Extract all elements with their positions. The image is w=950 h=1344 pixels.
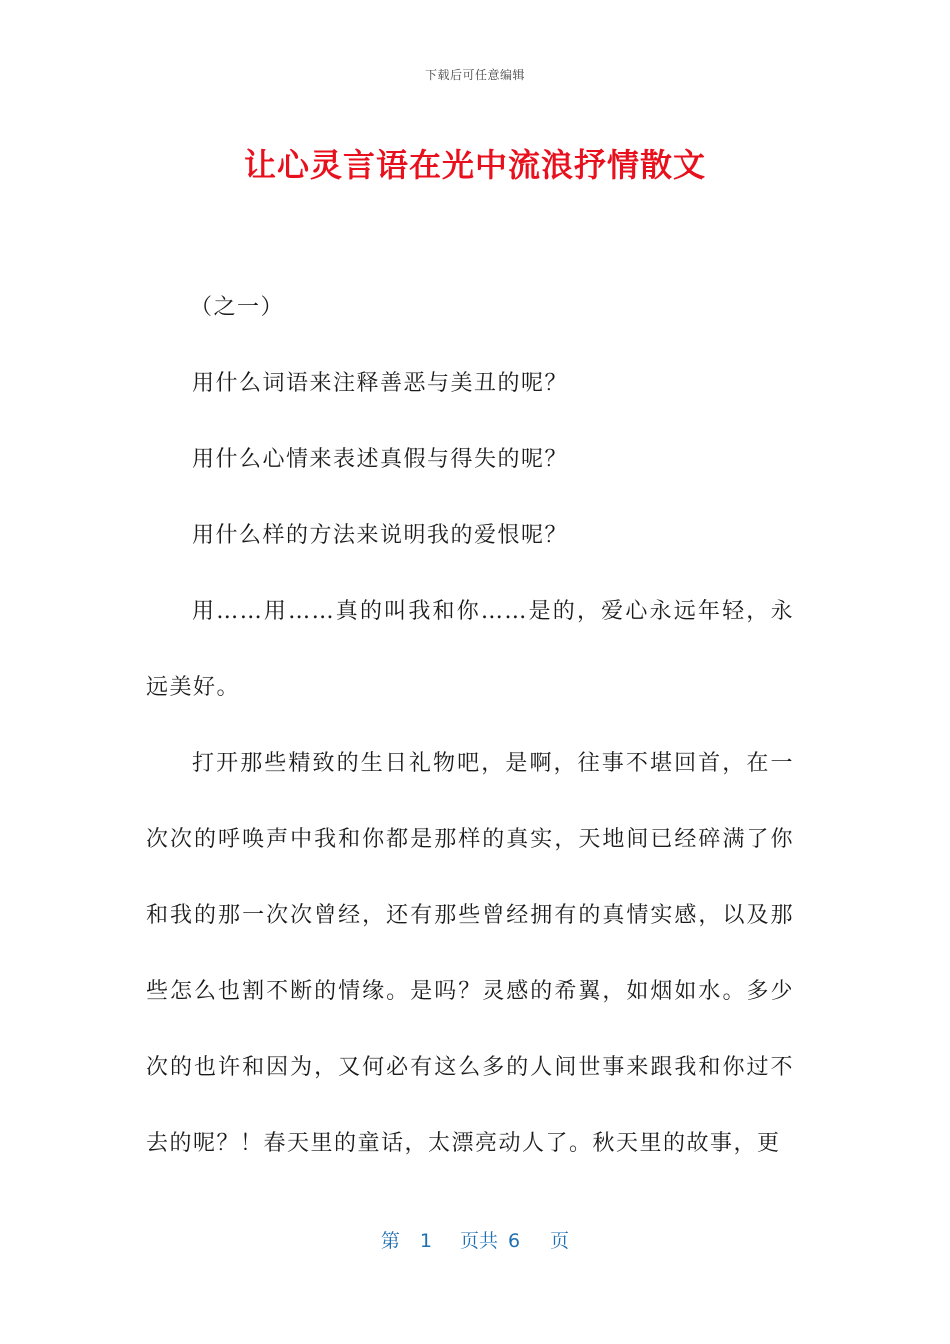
footer-suffix: 页 — [550, 1230, 570, 1252]
paragraph: 打开那些精致的生日礼物吧，是啊，往事不堪回首，在一次次的呼唤声中我和你都是那样的真实，天地间已经碎满了你和我的那一次次曾经，还有那些曾经拥有的真情实感，以及那些怎么也割不断的情缘。是吗？灵感的希翼，如烟如水。多少次的也许和因为，又何必有这么多的人间世事来跟我和你过不去的呢？！春天里的童话，太漂亮动人了。秋天里的故事，更 — [146, 751, 794, 1156]
footer-total-pages: 6 — [508, 1230, 521, 1252]
page-number-footer — [0, 1226, 950, 1253]
document-title: 让心灵言语在光中流浪抒情散文 — [243, 146, 706, 184]
paragraph: 用……用……真的叫我和你……是的，爱心永远年轻，永远美好。 — [146, 599, 794, 700]
paragraph: 用什么心情来表述真假与得失的呢？ — [192, 447, 569, 472]
section-number: （之一） — [190, 295, 285, 320]
footer-middle: 页共 — [459, 1230, 498, 1252]
footer-prefix: 第 — [380, 1230, 400, 1252]
footer-current-page: 1 — [419, 1230, 432, 1252]
page-header-note: 下载后可任意编辑 — [424, 68, 525, 82]
document-body — [146, 270, 794, 1182]
paragraph: 用什么词语来注释善恶与美丑的呢？ — [192, 371, 569, 396]
paragraph: 用什么样的方法来说明我的爱恨呢？ — [192, 523, 569, 548]
